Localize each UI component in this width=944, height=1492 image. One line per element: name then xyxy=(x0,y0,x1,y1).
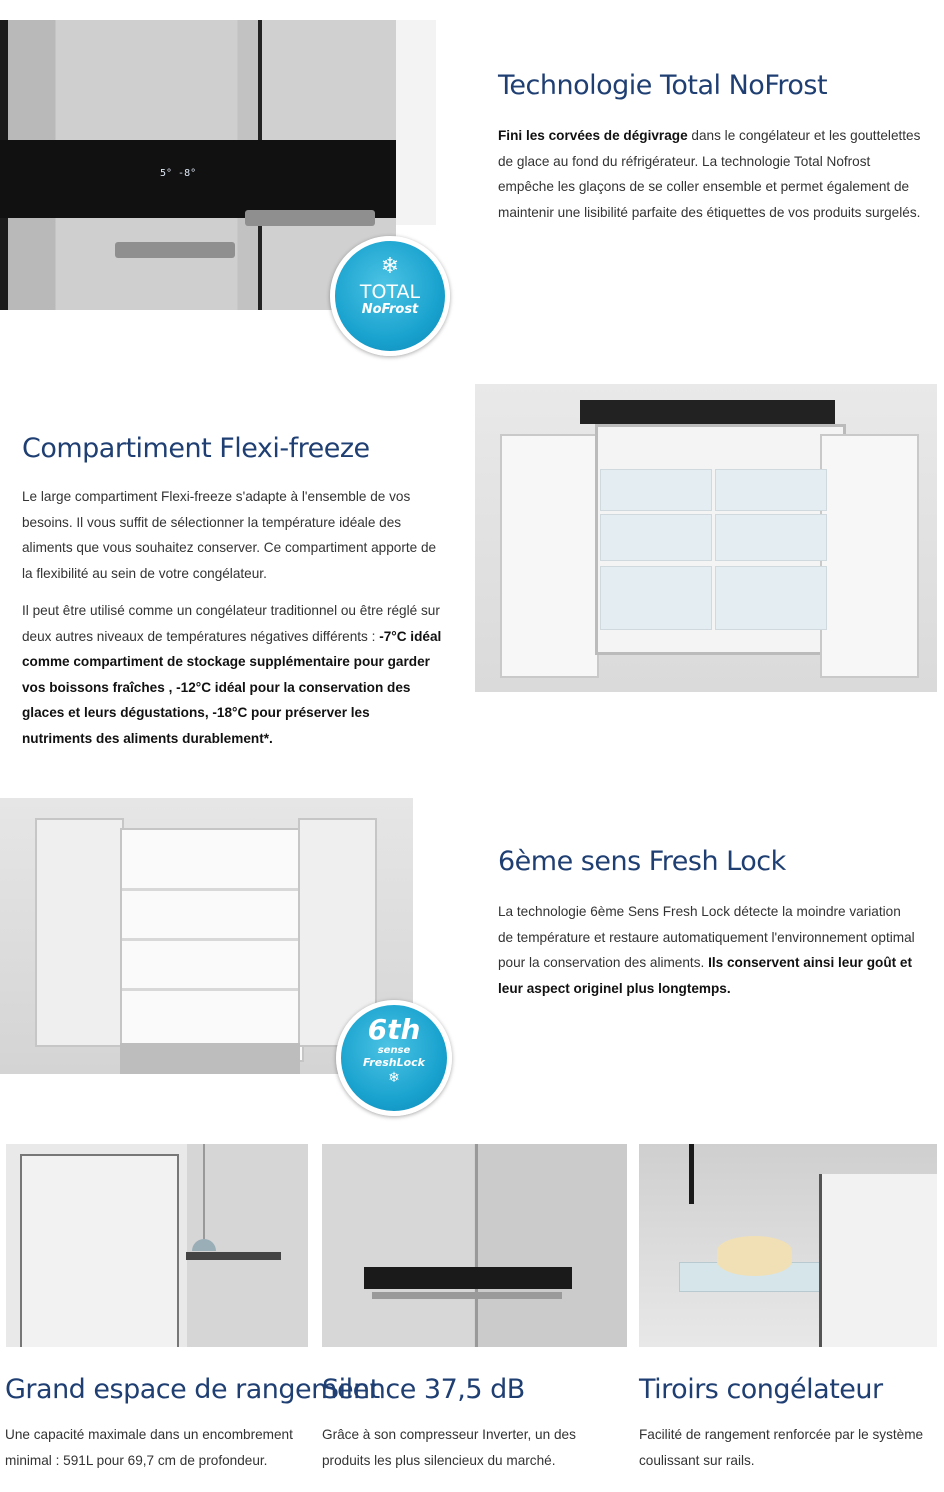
drawer xyxy=(715,469,827,511)
fridge-door-left xyxy=(35,818,124,1047)
top-band xyxy=(580,400,835,424)
badge-freshlock-text: FreshLock xyxy=(363,1056,425,1069)
badge-sense-text: sense xyxy=(377,1045,411,1056)
shelf xyxy=(122,888,298,891)
storage-photo xyxy=(6,1144,308,1347)
nofrost-text xyxy=(498,123,923,225)
fridge-interior xyxy=(120,828,304,1062)
flexi-title: Compartiment Flexi-freeze xyxy=(22,433,370,464)
open-fridge xyxy=(20,1154,179,1347)
control-band xyxy=(0,140,396,218)
flexi-para2-plain: Il peut être utilisé comme un congélateur traditionnel ou être réglé sur deux autres niveaux de températures négatives différents : xyxy=(22,603,440,644)
silence-title: Silence 37,5 dB xyxy=(322,1374,525,1405)
shelf xyxy=(122,988,298,991)
storage-title: Grand espace de rangement xyxy=(5,1374,380,1405)
badge-total-text: TOTAL xyxy=(359,281,421,303)
drawer xyxy=(600,514,712,561)
wall xyxy=(396,20,436,225)
flexi-photo xyxy=(475,384,937,692)
handle-right xyxy=(245,210,375,226)
lamp-cord xyxy=(203,1144,205,1239)
drawer xyxy=(715,566,827,630)
drawer xyxy=(600,566,712,630)
lower-drawer xyxy=(120,1043,300,1074)
drawer xyxy=(600,469,712,511)
drawer xyxy=(715,514,827,561)
drawers-title: Tiroirs congélateur xyxy=(639,1374,883,1405)
freshlock-title: 6ème sens Fresh Lock xyxy=(498,846,786,877)
shelf xyxy=(122,938,298,941)
control-band xyxy=(364,1267,572,1289)
total-nofrost-badge xyxy=(330,236,450,356)
flexi-para2 xyxy=(22,598,442,751)
freezer-door xyxy=(819,1174,937,1347)
freshlock-bold: Ils conservent ainsi leur goût et leur aspect originel plus longtemps. xyxy=(498,955,913,996)
flexi-para1: Le large compartiment Flexi-freeze s'adapte à l'ensemble de vos besoins. Il vous suffit de sélectionner la température idéale des aliments que vous souhaitez conserver. Ce compartiment apporte de la flexibilité au sein de votre congélateur. xyxy=(22,489,437,581)
badge-6th-text: 6th xyxy=(367,1013,421,1046)
drawer-photo xyxy=(639,1144,937,1347)
door-split xyxy=(475,1144,478,1347)
table xyxy=(186,1252,281,1260)
storage-text: Une capacité maximale dans un encombrement minimal : 591L pour 69,7 cm de profondeur. xyxy=(5,1427,293,1468)
drawers-text: Facilité de rangement renforcée par le système coulissant sur rails. xyxy=(639,1427,924,1468)
silence-text: Grâce à son compresseur Inverter, un des produits les plus silencieux du marché. xyxy=(322,1427,576,1468)
snowflake-icon: ❄ xyxy=(380,253,400,278)
silence-photo xyxy=(322,1144,627,1347)
freshlock-text xyxy=(498,899,918,1001)
freezer-door-left xyxy=(500,434,599,678)
freshlock-badge xyxy=(336,1000,452,1116)
badge-nofrost-text: NoFrost xyxy=(361,302,419,317)
temperature-display: 5° -8° xyxy=(160,168,197,179)
flexi-para2-bold: -7°C idéal comme compartiment de stockage supplémentaire pour garder vos boissons fraîches , -12°C idéal pour la conservation des glaces et leurs dégustations, -18°C pour préserver les nutriments des aliments durablement*. xyxy=(22,628,442,746)
door-edge xyxy=(689,1144,694,1204)
lamp xyxy=(192,1239,216,1251)
freshlock-body: La technologie 6ème Sens Fresh Lock détecte la moindre variation de température et restaure automatiquement l'environnement optimal pour la conservation des aliments. xyxy=(498,904,915,970)
nofrost-bold: Fini les corvées de dégivrage xyxy=(498,128,688,143)
handle-left xyxy=(115,242,235,258)
nofrost-body: dans le congélateur et les gouttelettes de glace au fond du réfrigérateur. La technologie Total Nofrost empêche les glaçons de se coller ensemble et permet également de maintenir une lisibilité parfaite des étiquettes de vos produits surgelés. xyxy=(498,128,921,220)
handle xyxy=(372,1292,562,1299)
cake xyxy=(717,1236,792,1276)
snowflake-icon: ❄ xyxy=(388,1069,400,1085)
nofrost-title: Technologie Total NoFrost xyxy=(498,70,828,101)
freezer-door-right xyxy=(820,434,919,678)
